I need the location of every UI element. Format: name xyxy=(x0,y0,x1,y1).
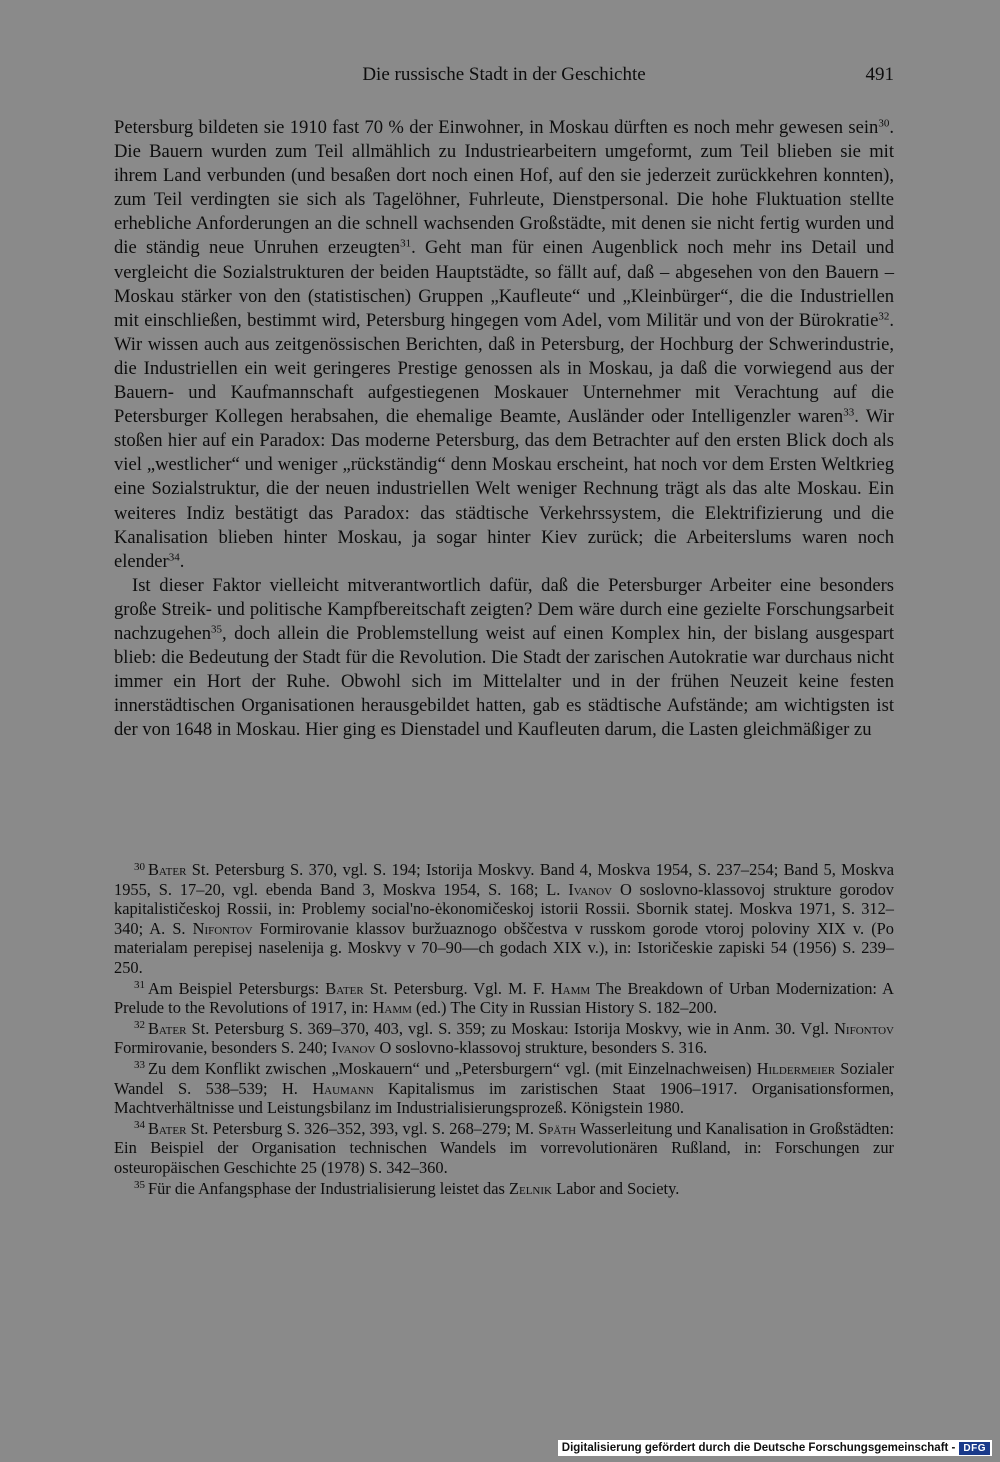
footnote-35 xyxy=(114,1179,894,1199)
footnote-ref: 31 xyxy=(400,237,412,250)
text-run: Am Beispiel Petersburgs: xyxy=(148,978,326,998)
text-run: St. Petersburg. Vgl. M. F. xyxy=(363,978,551,998)
footnote-ref: 34 xyxy=(168,551,180,564)
body-text xyxy=(114,116,894,742)
dfg-logo-icon: DFG xyxy=(959,1442,990,1455)
text-run: The Breakdown of Urban Modernization: A Prelude to the Revolutions of 1917, in: xyxy=(114,978,894,1018)
text-run: Labor and Society. xyxy=(552,1178,680,1198)
text-run: Petersburg bildeten sie 1910 fast 70 % der Einwohner, in Moskau dürften es noch mehr gewesen sein xyxy=(114,117,879,138)
footnote-ref: 33 xyxy=(843,406,855,419)
author-name: Späth xyxy=(538,1118,577,1138)
text-run: Sozialer Wandel S. 538–539; H. xyxy=(114,1058,894,1098)
paragraph-1 xyxy=(114,116,894,574)
page-number: 491 xyxy=(865,64,894,85)
footnote-ref: 30 xyxy=(878,117,890,130)
text-run: St. Petersburg S. 370, vgl. S. 194; Istorija Moskvy. Band 4, Moskva 1954, S. 237–254; Band 5, Moskva 1955, S. 17–20, vgl. ebenda Band 3, Moskva 1954, S. 168; L. xyxy=(114,860,894,899)
footnote-30 xyxy=(114,860,894,978)
footnote-number: 30 xyxy=(134,860,145,873)
text-run: O soslovno-klassovoj strukture, besonders S. 316. xyxy=(375,1038,708,1058)
text-run: Formirovanie, besonders S. 240; xyxy=(114,1038,332,1058)
text-run: . Geht man für einen Augenblick noch mehr ins Detail und vergleicht die Sozialstrukturen der beiden Hauptstädte, so fällt auf, daß – abgesehen von den Bauern – Moskau stärker von den (statistischen) Gruppen „Kaufleute“ und „Kleinbürger“, die die Industriellen mit einschließen, bestimmt wird, Petersburg hingegen vom Adel, vom Militär und von der Bürokratie xyxy=(114,237,894,331)
text-run: Ist dieser Faktor vielleicht mitverantwortlich dafür, daß die Petersburger Arbeiter eine besonders große Streik- und politische Kampfbereitschaft zeigten? Dem wäre durch eine gezielte Forschungsarbeit nachzugehen xyxy=(114,574,894,644)
footnotes xyxy=(114,860,894,1199)
author-name: Haumann xyxy=(312,1078,374,1098)
page-header xyxy=(114,62,894,90)
digitization-footer xyxy=(558,1440,992,1456)
text-run: St. Petersburg S. 326–352, 393, vgl. S. 268–279; M. xyxy=(186,1118,539,1138)
text-run: Wasserleitung und Kanalisation in Großstädten: Ein Beispiel der Organisation technischen Wandels im vorrevolutionären Rußland, in: Forschungen zur osteuropäischen Geschichte 25 (1978) S. 342–360. xyxy=(114,1118,895,1177)
running-title: Die russische Stadt in der Geschichte xyxy=(362,64,646,85)
text-run: Formirovanie klassov buržuaznogo obščestva v russkom gorode vtoroj poloviny XIX v. (Po materialam perepisej naselenija g. Moskvy v 70–90—ch godach XIX v.), in: Istoričeskie zapiski 54 (1956) S. 239–250. xyxy=(114,918,894,977)
footnote-ref: 35 xyxy=(211,623,223,636)
author-name: Ivanov xyxy=(568,879,613,899)
footnote-32 xyxy=(114,1019,894,1058)
author-name: Hildermeier xyxy=(756,1058,836,1078)
footnote-33 xyxy=(114,1059,894,1118)
author-name: Nifontov xyxy=(834,1018,894,1038)
text-run: , doch allein die Problemstellung weist auf einen Komplex hin, der bislang ausgespart blieb: die Bedeutung der Stadt für die Revolution. Die Stadt der zarischen Autokratie war durchaus nicht immer ein Hort der Ruhe. Obwohl sich im Mittelalter und in der frühen Neuzeit keine festen innerstädtischen Organisationen herausgebildet hatten, gab es städtische Aufstände; am wichtigsten ist der von 1648 in Moskau. Hier ging es Dienstadel und Kaufleuten darum, die Lasten gleichmäßiger zu xyxy=(114,622,894,741)
author-name: Nifontov xyxy=(192,918,253,938)
author-name: Hamm xyxy=(372,998,412,1018)
text-run: (ed.) The City in Russian History S. 182–200. xyxy=(411,998,718,1018)
author-name: Hamm xyxy=(550,978,591,998)
author-name: Zelnik xyxy=(508,1178,552,1198)
text-run: . Wir wissen auch aus zeitgenössischen Berichten, daß in Petersburg, der Hochburg der Schwerindustrie, die Industriellen ein weit geringeres Prestige genossen als in Moskau, ja daß die vorwiegend aus der Bauern- und Kaufmannschaft aufgestiegenen Moskauer Unternehmer mit Verachtung auf die Petersburger Kollegen herabsahen, die ehemalige Beamte, Ausländer oder Intelligenzler waren xyxy=(114,309,894,428)
footnote-31 xyxy=(114,979,894,1018)
text-run: . Wir stoßen hier auf ein Paradox: Das moderne Petersburg, das dem Betrachter auf den ersten Blick doch als viel „westlicher“ und weniger „rückständig“ denn Moskau erscheint, hat noch vor dem Ersten Weltkrieg eine Sozialstruktur, die der neuen industriellen Welt weniger Rechnung trägt als das alte Moskau. Ein weiteres Indiz bestätigt das Paradox: das städtische Verkehrssystem, die Elektrifizierung und die Kanalisation blieben hinter Moskau, ja sogar hinter Kiev zurück; die Arbeiterslums waren noch elender xyxy=(114,406,895,572)
text-run: O soslovno-klassovoj strukture gorodov kapitalističeskoj Rossii, in: Problemy social'no-ėkonomičeskoj istorii Rossii. Sbornik statej. Moskva 1971, S. 312–340; A. S. xyxy=(114,879,894,938)
author-name: Ivanov xyxy=(331,1038,376,1058)
text-run: . xyxy=(179,550,185,572)
author-name: Bater xyxy=(325,978,364,998)
paragraph-2 xyxy=(114,574,894,743)
text-run: Kapitalismus im zaristischen Staat 1906–1917. Organisationsformen, Machtverhältnisse und Leistungsbilanz im Industrialisierungsprozeß. Königstein 1980. xyxy=(114,1078,894,1118)
text-run: St. Petersburg S. 369–370, 403, vgl. S. 359; zu Moskau: Istorija Moskvy, wie in Anm. 30. Vgl. xyxy=(186,1018,835,1038)
footnote-number: 32 xyxy=(134,1019,145,1032)
author-name: Bater xyxy=(148,860,187,879)
footnote-number: 33 xyxy=(134,1059,145,1072)
text-run: Für die Anfangsphase der Industrialisierung leistet das xyxy=(148,1178,509,1198)
author-name: Bater xyxy=(148,1018,187,1038)
text-run: . Die Bauern wurden zum Teil allmählich zu Industriearbeitern umgeformt, zum Teil blieben sie mit ihrem Land verbunden (und besaßen dort noch einen Hof, auf den sie jederzeit zurückkehren konnten), zum Teil verdingten sie sich als Tagelöhner, Fuhrleute, Dienstpersonal. Die hohe Fluktuation stellte erhebliche Anforderungen an die schnell wachsenden Großstädte, mit denen sie nicht fertig wurden und die ständig neue Unruhen erzeugten xyxy=(114,117,894,259)
author-name: Bater xyxy=(148,1118,187,1138)
footnote-34 xyxy=(114,1119,894,1178)
text-run: Zu dem Konflikt zwischen „Moskauern“ und „Petersburgern“ vgl. (mit Einzelnachweisen) xyxy=(148,1058,757,1078)
digitization-note: Digitalisierung gefördert durch die Deutsche Forschungsgemeinschaft - xyxy=(561,1442,956,1454)
footnote-number: 34 xyxy=(134,1119,145,1132)
footnote-number: 31 xyxy=(134,979,145,992)
footnote-ref: 32 xyxy=(878,310,890,323)
footnote-number: 35 xyxy=(134,1179,145,1191)
